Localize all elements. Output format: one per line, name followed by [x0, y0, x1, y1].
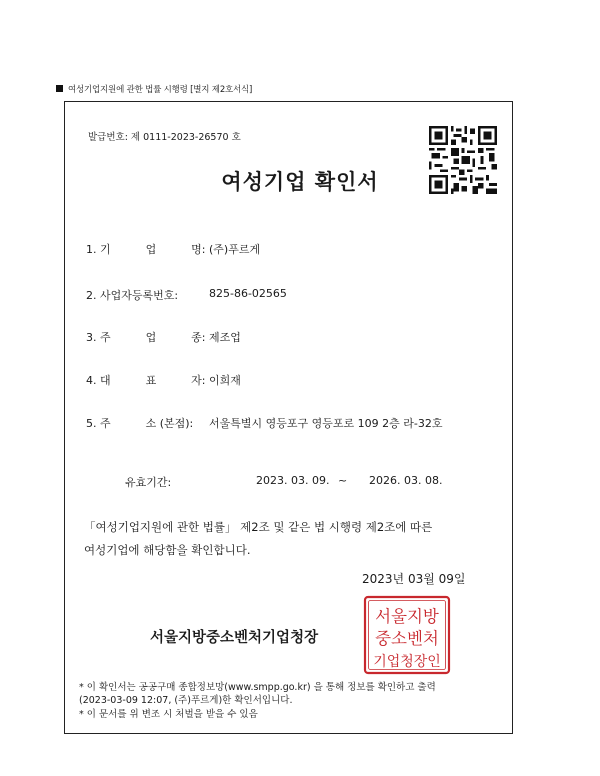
form-header — [56, 83, 252, 95]
field-value-company-name: (주)푸르게 — [209, 243, 261, 256]
statement-line-2: 여성기업에 해당함을 확인합니다. — [84, 543, 251, 557]
field-value-business-number: 825-86-02565 — [209, 287, 287, 300]
field-label-representative: 4. 대 표 자: — [86, 374, 206, 387]
field-label-company-name: 1. 기 업 명: — [86, 243, 206, 256]
seal-line-1: 서울지방 — [375, 607, 439, 626]
document-title: 여성기업 확인서 — [221, 170, 379, 194]
statement-line-1: 「여성기업지원에 관한 법률」 제2조 및 같은 법 시행령 제2조에 따른 — [84, 520, 433, 534]
validity-start: 2023. 03. 09. — [256, 474, 330, 487]
note-line-2: (2023-03-09 12:07, (주)푸르게)한 확인서입니다. — [79, 695, 293, 706]
seal-line-2: 중소벤처 — [375, 629, 439, 648]
field-value-address: 서울특별시 영등포구 영등포로 109 2층 라-32호 — [209, 417, 443, 430]
note-line-3: * 이 문서를 위 변조 시 처벌을 받을 수 있음 — [79, 709, 258, 720]
note-line-1: * 이 확인서는 공공구매 종합정보망(www.smpp.go.kr) 을 통해 정보를 확인하고 출력 — [79, 682, 436, 693]
field-label-main-industry: 3. 주 업 종: — [86, 331, 206, 344]
field-value-main-industry: 제조업 — [209, 331, 241, 344]
validity-label: 유효기간: — [125, 476, 172, 489]
official-seal — [362, 594, 452, 676]
field-label-business-number: 2. 사업자등록번호: — [86, 289, 179, 302]
field-label-address: 5. 주 소 (본점): — [86, 417, 194, 430]
issue-date: 2023년 03월 09일 — [362, 572, 466, 586]
official-seal-icon — [362, 594, 452, 676]
seal-line-3: 기업청장인 — [373, 654, 441, 670]
issuer-name: 서울지방중소벤처기업청장 — [150, 630, 319, 646]
form-header-text: 여성기업지원에 관한 법률 시행령 [별지 제2호서식] — [68, 85, 253, 95]
issue-number: 발급번호: 제 0111-2023-26570 호 — [88, 132, 241, 143]
validity-tilde: ~ — [338, 474, 348, 487]
field-value-representative: 이희재 — [209, 374, 241, 387]
validity-end: 2026. 03. 08. — [369, 474, 443, 487]
square-bullet-icon — [56, 85, 63, 92]
